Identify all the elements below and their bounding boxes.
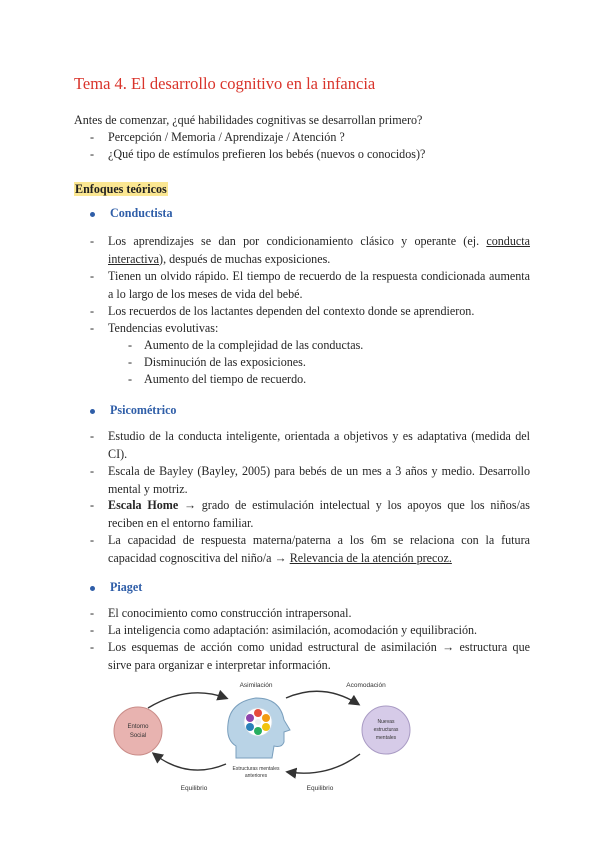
bullet-dot-icon — [90, 212, 95, 217]
entorno-label-2: Social — [129, 733, 147, 739]
entorno-label-1: Entorno — [127, 724, 149, 730]
dash-marker: - — [90, 533, 95, 547]
label-acomodacion: Acomodación — [346, 682, 386, 689]
heading-conductista: Conductista — [90, 206, 173, 221]
label-equilibrio-right: Equilibrio — [306, 785, 334, 792]
arrow-equilibrio-left — [154, 754, 226, 770]
nuevas-label-1: Nuevas — [377, 719, 395, 725]
dash-marker: - — [128, 355, 133, 369]
dash-marker: - — [128, 338, 133, 352]
page-title: Tema 4. El desarrollo cognitivo en la infancia — [74, 74, 376, 93]
arrow-acomodacion — [286, 691, 358, 704]
dash-marker: - — [90, 234, 95, 248]
piaget-item-1: - El conocimiento como construcción intrapersonal. — [90, 605, 530, 623]
label-estructuras-2: anteriores — [244, 773, 268, 779]
dash-marker: - — [90, 304, 95, 318]
bullet-dot-icon — [90, 409, 95, 414]
intro-item-text: ¿Qué tipo de estímulos prefieren los bebés (nuevos o conocidos)? — [108, 147, 426, 161]
conductista-item-3: - Los recuerdos de los lactantes dependen del contexto donde se aprendieron. — [90, 303, 530, 321]
highlighted-heading: Enfoques teóricos — [75, 182, 167, 196]
dash-marker: - — [128, 372, 133, 386]
conductista-sub-item-2: - Disminución de las exposiciones. — [128, 354, 306, 372]
psicometrico-item-4: - La capacidad de respuesta materna/paterna a los 6m se relaciona con la futura capacidad cognoscitiva del niño/a → Relevancia de la atención precoz. — [90, 533, 530, 565]
heading-psicometrico: Psicométrico — [90, 403, 176, 418]
dash-marker: - — [90, 623, 95, 637]
piaget-item-3: - Los esquemas de acción como unidad estructural de asimilación → estructura que sirve para organizar e interpretar información. — [90, 640, 530, 672]
arrow-equilibrio-right — [288, 754, 360, 773]
escala-home-bold: Escala Home — [108, 498, 179, 512]
intro-item-2 — [90, 146, 530, 164]
conductista-sub-item-3: - Aumento del tiempo de recuerdo. — [128, 371, 306, 389]
conductista-item-2: - Tienen un olvido rápido. El tiempo de recuerdo de la respuesta condicionada aumenta a lo largo de los meses de vida del bebé. — [90, 269, 530, 301]
head-brain-icon — [228, 698, 290, 758]
conductista-sub-item-1: - Aumento de la complejidad de las conductas. — [128, 337, 363, 355]
arrow-asimilacion — [148, 693, 226, 708]
link-relevancia-atencion-precoz[interactable]: Relevancia de la atención precoz. — [289, 550, 452, 565]
label-equilibrio-left: Equilibrio — [180, 785, 208, 792]
dash-marker: - — [90, 269, 95, 283]
conductista-item-4: - Tendencias evolutivas: — [90, 320, 530, 338]
section-heading — [74, 181, 168, 198]
heading-piaget: Piaget — [90, 580, 142, 595]
nuevas-label-3: mentales — [375, 735, 397, 741]
intro-question: Antes de comenzar, ¿qué habilidades cognitivas se desarrollan primero? — [74, 113, 423, 127]
label-estructuras-1: Estructuras mentales — [232, 766, 280, 772]
label-asimilacion: Asimilación — [239, 682, 273, 689]
piaget-item-2: - La inteligencia como adaptación: asimilación, acomodación y equilibración. — [90, 622, 530, 640]
conductista-item-1: - Los aprendizajes se dan por condicionamiento clásico y operante (ej. conducta interactiva), después de muchas exposiciones. — [90, 234, 530, 266]
intro-item-1 — [90, 129, 530, 147]
piaget-adaptation-diagram — [108, 676, 418, 796]
psicometrico-item-2: - Escala de Bayley (Bayley, 2005) para bebés de un mes a 3 años y medio. Desarrollo mental y motriz. — [90, 464, 530, 496]
dash-marker: - — [90, 606, 95, 620]
dash-marker: - — [90, 147, 95, 161]
nuevas-label-2: estructuras — [373, 727, 399, 733]
psicometrico-item-1: - Estudio de la conducta inteligente, orientada a objetivos y es adaptativa (medida del CI). — [90, 429, 530, 461]
intro-item-text: Percepción / Memoria / Aprendizaje / Atención ? — [108, 130, 345, 144]
dash-marker: - — [90, 640, 95, 654]
psicometrico-item-3: - Escala Home → grado de estimulación intelectual y los apoyos que los niños/as reciben en el entorno familiar. — [90, 498, 530, 530]
entorno-social-circle — [114, 707, 162, 755]
dash-marker: - — [90, 498, 95, 512]
dash-marker: - — [90, 429, 95, 443]
dash-marker: - — [90, 321, 95, 335]
dash-marker: - — [90, 130, 95, 144]
link-conducta-interactiva[interactable]: conducta interactiva — [108, 234, 530, 266]
dash-marker: - — [90, 464, 95, 478]
bullet-dot-icon — [90, 586, 95, 591]
